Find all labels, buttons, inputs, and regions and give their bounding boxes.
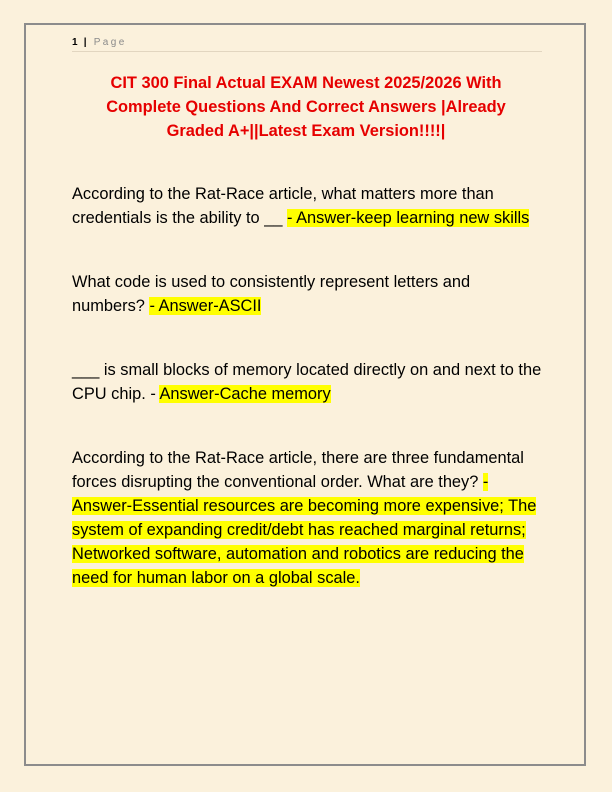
title-line: CIT 300 Final Actual EXAM Newest 2025/2026 With xyxy=(110,74,502,92)
page-separator: | xyxy=(83,37,88,48)
question-text: ___ is small blocks of memory located directly on and next to the CPU chip. - xyxy=(72,361,542,403)
title-line: Graded A+||Latest Exam Version!!!!| xyxy=(166,122,446,140)
page-header xyxy=(72,36,542,52)
answer-text: - Answer-keep learning new skills xyxy=(287,209,530,227)
document-title xyxy=(72,71,540,143)
title-line: Complete Questions And Correct Answers |Already xyxy=(106,98,506,116)
question-text: According to the Rat-Race article, there are three fundamental forces disrupting the conventional order. What are they? xyxy=(72,449,524,491)
page-label: Page xyxy=(93,37,127,48)
answer-text: - Answer-Essential resources are becoming more expensive; The system of expanding credit/debt has reached marginal returns; Networked software, automation and robotics are reducing the need for human labor on a global scale. xyxy=(72,473,537,587)
question-item xyxy=(72,270,542,318)
question-list xyxy=(72,182,542,630)
page-number: 1 xyxy=(72,37,79,48)
question-text: According to the Rat-Race article, what matters more than credentials is the ability to __ xyxy=(72,185,494,227)
question-item xyxy=(72,358,542,406)
question-text: What code is used to consistently represent letters and numbers? xyxy=(72,273,471,315)
question-item xyxy=(72,446,542,590)
answer-text: Answer-Cache memory xyxy=(159,385,331,403)
question-item xyxy=(72,182,542,230)
answer-text: - Answer-ASCII xyxy=(149,297,262,315)
